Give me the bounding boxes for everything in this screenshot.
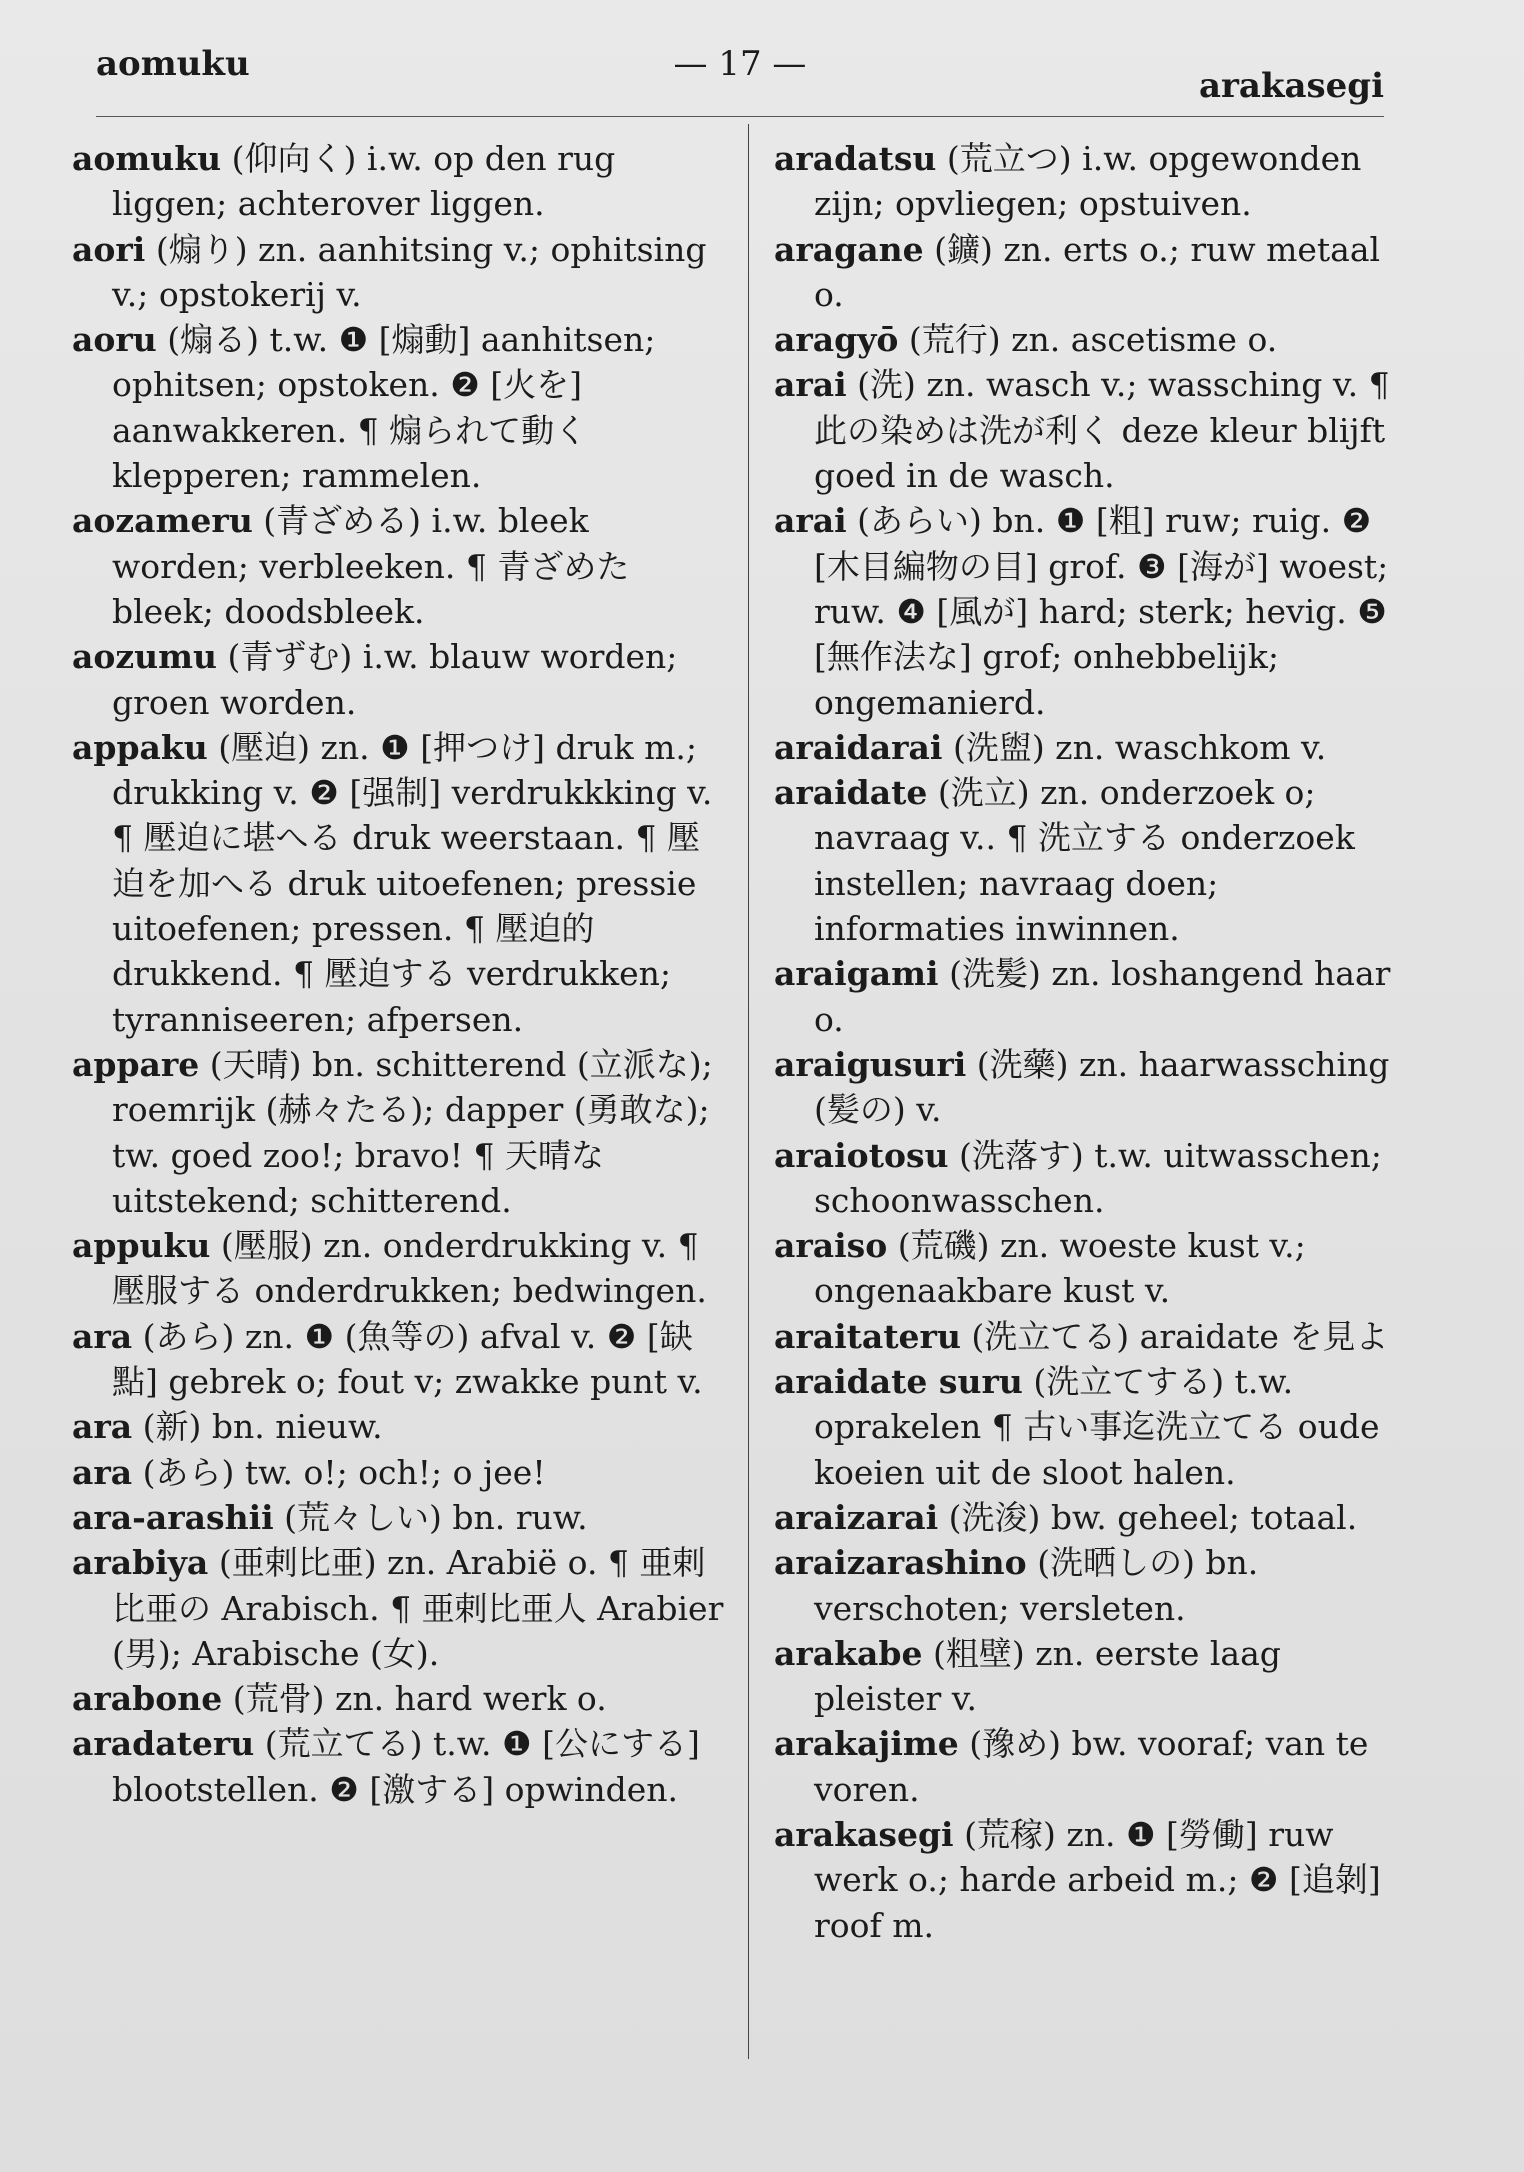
header-first-word: aomuku <box>96 44 250 84</box>
entry-definition: (洗盥) zn. waschkom v. <box>942 727 1327 767</box>
entry-definition: (荒骨) zn. hard werk o. <box>222 1679 607 1719</box>
dictionary-entry <box>774 1495 1416 1540</box>
entry-headword: araidate <box>774 773 928 813</box>
dictionary-entry <box>774 725 1416 770</box>
dictionary-entry <box>72 1540 724 1676</box>
entry-headword: aragyō <box>774 320 899 360</box>
dictionary-entry <box>774 1721 1416 1812</box>
entry-definition: (洗立てる) araidate を見よ <box>960 1316 1389 1356</box>
entry-definition: (あら) tw. o!; och!; o jee! <box>132 1452 546 1492</box>
entry-definition: (洗) zn. wasch v.; wassching v. ¶ 此の染めは洗が利く deze kleur blijft goed in de wasch. <box>814 365 1390 496</box>
entry-definition: (荒磯) zn. woeste kust v.; ongenaakbare kust v. <box>814 1226 1306 1311</box>
entry-headword: appare <box>72 1044 200 1084</box>
entry-definition: (洗浚) bw. geheel; totaal. <box>938 1497 1358 1537</box>
entry-headword: aradatsu <box>774 139 937 178</box>
entry-headword: araizarashino <box>774 1543 1027 1583</box>
entry-headword: appuku <box>72 1226 211 1266</box>
entry-definition: (壓迫) zn. ❶ [押つけ] druk m.; drukking v. ❷ [强制] verdrukkking v. ¶ 壓迫に堪へる druk weerstaan. ¶ 壓迫を加へる druk uitoefenen; pressie uitoefenen; pressen. ¶ 壓迫的 drukkend. ¶ 壓迫する verdrukken; tyranniseeren; afpersen. <box>112 727 713 1039</box>
entry-definition: (洗立てする) t.w. oprakelen ¶ 古い事迄洗立てる oude koeien uit de sloot halen. <box>814 1362 1380 1492</box>
entry-headword: ara <box>72 1316 133 1356</box>
dictionary-entry <box>774 1631 1416 1722</box>
entry-headword: aozameru <box>72 501 253 541</box>
entry-definition: (あらい) bn. ❶ [粗] ruw; ruig. ❷ [木目編物の目] grof. ❸ [海が] woest; ruw. ❹ [風が] hard; sterk; hevig. ❺ [無作法な] grof; onhebbelijk; ongemanierd. <box>814 501 1389 722</box>
dictionary-entry <box>774 1223 1416 1314</box>
entry-definition: (鑛) zn. erts o.; ruw metaal o. <box>814 229 1381 314</box>
entry-definition: (青ずむ) i.w. blauw worden; groen worden. <box>112 637 678 722</box>
entry-headword: araigusuri <box>774 1044 967 1084</box>
dictionary-entry <box>774 498 1416 724</box>
dictionary-entry <box>774 1314 1416 1359</box>
entry-definition: (青ざめる) i.w. bleek worden; verbleeken. ¶ 青ざめた bleek; doodsbleek. <box>112 501 630 631</box>
entry-headword: araizarai <box>774 1497 939 1537</box>
entry-headword: araidarai <box>774 727 943 767</box>
dictionary-entry <box>774 1133 1416 1224</box>
entry-headword: ara-arashii <box>72 1497 274 1537</box>
entry-headword: araiotosu <box>774 1135 949 1175</box>
entry-headword: arakasegi <box>774 1814 954 1854</box>
dictionary-entry <box>72 1042 724 1223</box>
dictionary-entry <box>72 1223 724 1314</box>
entry-headword: aragane <box>774 229 924 269</box>
dictionary-entry <box>774 136 1416 227</box>
entry-headword: araidate suru <box>774 1362 1023 1402</box>
header-last-word: arakasegi <box>1198 66 1384 106</box>
dictionary-entry <box>774 227 1416 318</box>
dictionary-entry <box>72 136 724 227</box>
entry-definition: (洗藥) zn. haarwassching (髪の) v. <box>814 1044 1390 1130</box>
entry-definition: (煽る) t.w. ❶ [煽動] aanhitsen; ophitsen; opstoken. ❷ [火を] aanwakkeren. ¶ 煽られて動く klepperen; rammelen. <box>112 320 656 496</box>
entry-headword: arabiya <box>72 1543 209 1583</box>
dictionary-entry <box>774 1812 1416 1948</box>
column-divider <box>748 124 749 2059</box>
entry-headword: ara <box>72 1452 133 1492</box>
dictionary-entry <box>774 317 1416 362</box>
entry-headword: araiso <box>774 1226 888 1266</box>
entry-headword: appaku <box>72 727 208 767</box>
entry-definition: (荒稼) zn. ❶ [勞働] ruw werk o.; harde arbeid m.; ❷ [追剝] roof m. <box>814 1814 1381 1945</box>
dictionary-entry <box>72 725 724 1042</box>
dictionary-entry <box>72 1404 724 1449</box>
entry-definition: (粗壁) zn. eerste laag pleister v. <box>814 1633 1281 1719</box>
dictionary-entry <box>72 227 724 318</box>
entry-definition: (洗落す) t.w. uitwasschen; schoonwasschen. <box>814 1135 1382 1220</box>
entry-definition: (洗晒しの) bn. verschoten; versleten. <box>814 1543 1259 1628</box>
entry-headword: arai <box>774 501 847 541</box>
dictionary-entry <box>774 770 1416 951</box>
entry-definition: (洗立) zn. onderzoek o; navraag v.. ¶ 洗立する onderzoek instellen; navraag doen; informaties inwinnen. <box>814 773 1355 949</box>
entry-definition: (天晴) bn. schitterend (立派な); roemrijk (赫々たる); dapper (勇敢な); tw. goed zoo!; bravo! ¶ 天晴な uitstekend; schitterend. <box>112 1044 713 1220</box>
dictionary-entry <box>72 317 724 498</box>
entry-definition: (洗髪) zn. loshangend haar o. <box>814 954 1391 1039</box>
entry-definition: (あら) zn. ❶ (魚等の) afval v. ❷ [缺點] gebrek o; fout v; zwakke punt v. <box>112 1316 703 1402</box>
entry-definition: (煽り) zn. aanhitsing v.; ophitsing v.; opstokerij v. <box>112 229 707 314</box>
entry-headword: araigami <box>774 954 939 994</box>
dictionary-entry <box>774 1359 1416 1495</box>
left-column <box>72 136 724 1812</box>
dictionary-entry <box>72 1676 724 1721</box>
entry-definition: (豫め) bw. vooraf; van te voren. <box>814 1724 1369 1809</box>
entry-headword: aori <box>72 229 146 269</box>
entry-headword: ara <box>72 1407 133 1447</box>
dictionary-entry <box>72 1314 724 1405</box>
entry-headword: arakajime <box>774 1724 959 1764</box>
entry-headword: arakabe <box>774 1633 923 1673</box>
dictionary-entry <box>774 951 1416 1042</box>
dictionary-entry <box>774 1042 1416 1133</box>
dictionary-entry <box>72 1721 724 1812</box>
entry-headword: aoru <box>72 320 157 360</box>
entry-definition: (壓服) zn. onderdrukking v. ¶ 壓服する onderdrukken; bedwingen. <box>112 1226 707 1311</box>
entry-headword: araitateru <box>774 1316 961 1356</box>
entry-headword: aozumu <box>72 637 218 677</box>
dictionary-entry <box>774 1540 1416 1631</box>
entry-definition: (亜剌比亜) zn. Arabië o. ¶ 亜剌比亜の Arabisch. ¶ 亜剌比亜人 Arabier (男); Arabische (女). <box>112 1543 724 1673</box>
page-header <box>96 44 1384 117</box>
entry-definition: (新) bn. nieuw. <box>132 1407 383 1447</box>
dictionary-entry <box>72 498 724 634</box>
entry-headword: aomuku <box>72 139 222 178</box>
entry-definition: (荒々しい) bn. ruw. <box>273 1497 588 1537</box>
dictionary-entry <box>72 634 724 725</box>
dictionary-entry <box>72 1495 724 1540</box>
entry-definition: (仰向く) i.w. op den rug liggen; achterover liggen. <box>112 139 616 224</box>
entry-headword: aradateru <box>72 1724 255 1764</box>
entry-definition: (荒行) zn. ascetisme o. <box>898 320 1278 360</box>
entry-headword: arabone <box>72 1679 223 1719</box>
dictionary-entry <box>774 362 1416 498</box>
right-column <box>774 136 1416 1948</box>
page-number: — 17 — <box>673 44 807 84</box>
entry-definition: (荒立てる) t.w. ❶ [公にする] blootstellen. ❷ [激する] opwinden. <box>112 1724 700 1809</box>
entry-headword: arai <box>774 365 847 405</box>
entry-definition: (荒立つ) i.w. opgewonden zijn; opvliegen; opstuiven. <box>814 139 1362 224</box>
dictionary-entry <box>72 1450 724 1495</box>
